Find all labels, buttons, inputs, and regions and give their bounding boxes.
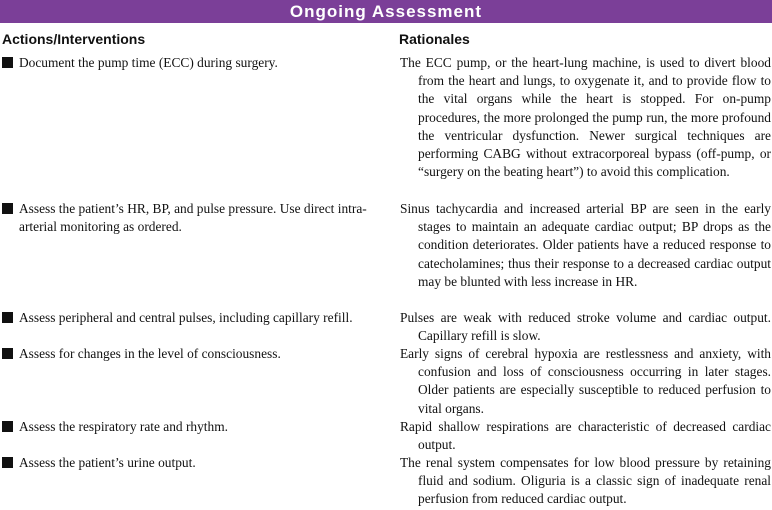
square-bullet-icon <box>2 457 13 468</box>
action-text: Document the pump time (ECC) during surgery. <box>19 55 278 70</box>
actions-column-header: Actions/Interventions <box>2 31 146 47</box>
action-item-pulses <box>2 309 387 327</box>
action-text: Assess for changes in the level of consciousness. <box>19 346 281 361</box>
action-item-respiratory <box>2 418 387 436</box>
rationale-item-pulses: Pulses are weak with reduced stroke volume and cardiac output. Capillary refill is slow. <box>400 310 771 344</box>
rationales-column-header: Rationales <box>399 31 470 47</box>
square-bullet-icon <box>2 421 13 432</box>
action-item-vital-signs <box>2 200 387 236</box>
action-text: Assess the patient’s urine output. <box>19 455 196 470</box>
section-banner: Ongoing Assessment <box>0 0 772 23</box>
rationale-item-respiratory: Rapid shallow respirations are characteristic of decreased cardiac output. <box>400 419 771 453</box>
square-bullet-icon <box>2 57 13 68</box>
action-text: Assess peripheral and central pulses, including capillary refill. <box>19 310 353 325</box>
action-item-urine-output <box>2 454 387 472</box>
action-text: Assess the patient’s HR, BP, and pulse pressure. Use direct intra-arterial monitoring as ordered. <box>19 201 367 235</box>
rationale-item-pump-time: The ECC pump, or the heart-lung machine, is used to divert blood from the heart and lungs, to oxygenate it, and to provide flow to the vital organs while the heart is stopped. For on-pump procedures, the more prolonged the pump run, the more profound the ventricular dysfunction. Newer surgical techniques are performing CABG without extracorporeal bypass (off-pump, or “surgery on the beating heart”) to avoid this complication. <box>400 55 771 180</box>
square-bullet-icon <box>2 312 13 323</box>
action-item-consciousness <box>2 345 387 363</box>
square-bullet-icon <box>2 348 13 359</box>
rationale-item-vital-signs: Sinus tachycardia and increased arterial BP are seen in the early stages to maintain an adequate cardiac output; BP drops as the condition deteriorates. Older patients have a reduced response to catecholamines; thus their response to a decreased cardiac output may be blunted with less increase in HR. <box>400 201 771 289</box>
rationale-item-consciousness: Early signs of cerebral hypoxia are restlessness and anxiety, with confusion and loss of consciousness occurring in later stages. Older patients are especially susceptible to reduced perfusion to vital organs. <box>400 346 771 416</box>
action-text: Assess the respiratory rate and rhythm. <box>19 419 228 434</box>
square-bullet-icon <box>2 203 13 214</box>
rationale-item-urine-output: The renal system compensates for low blood pressure by retaining fluid and sodium. Oliguria is a classic sign of inadequate renal perfusion from reduced cardiac output. <box>400 455 771 507</box>
action-item-pump-time <box>2 54 387 72</box>
